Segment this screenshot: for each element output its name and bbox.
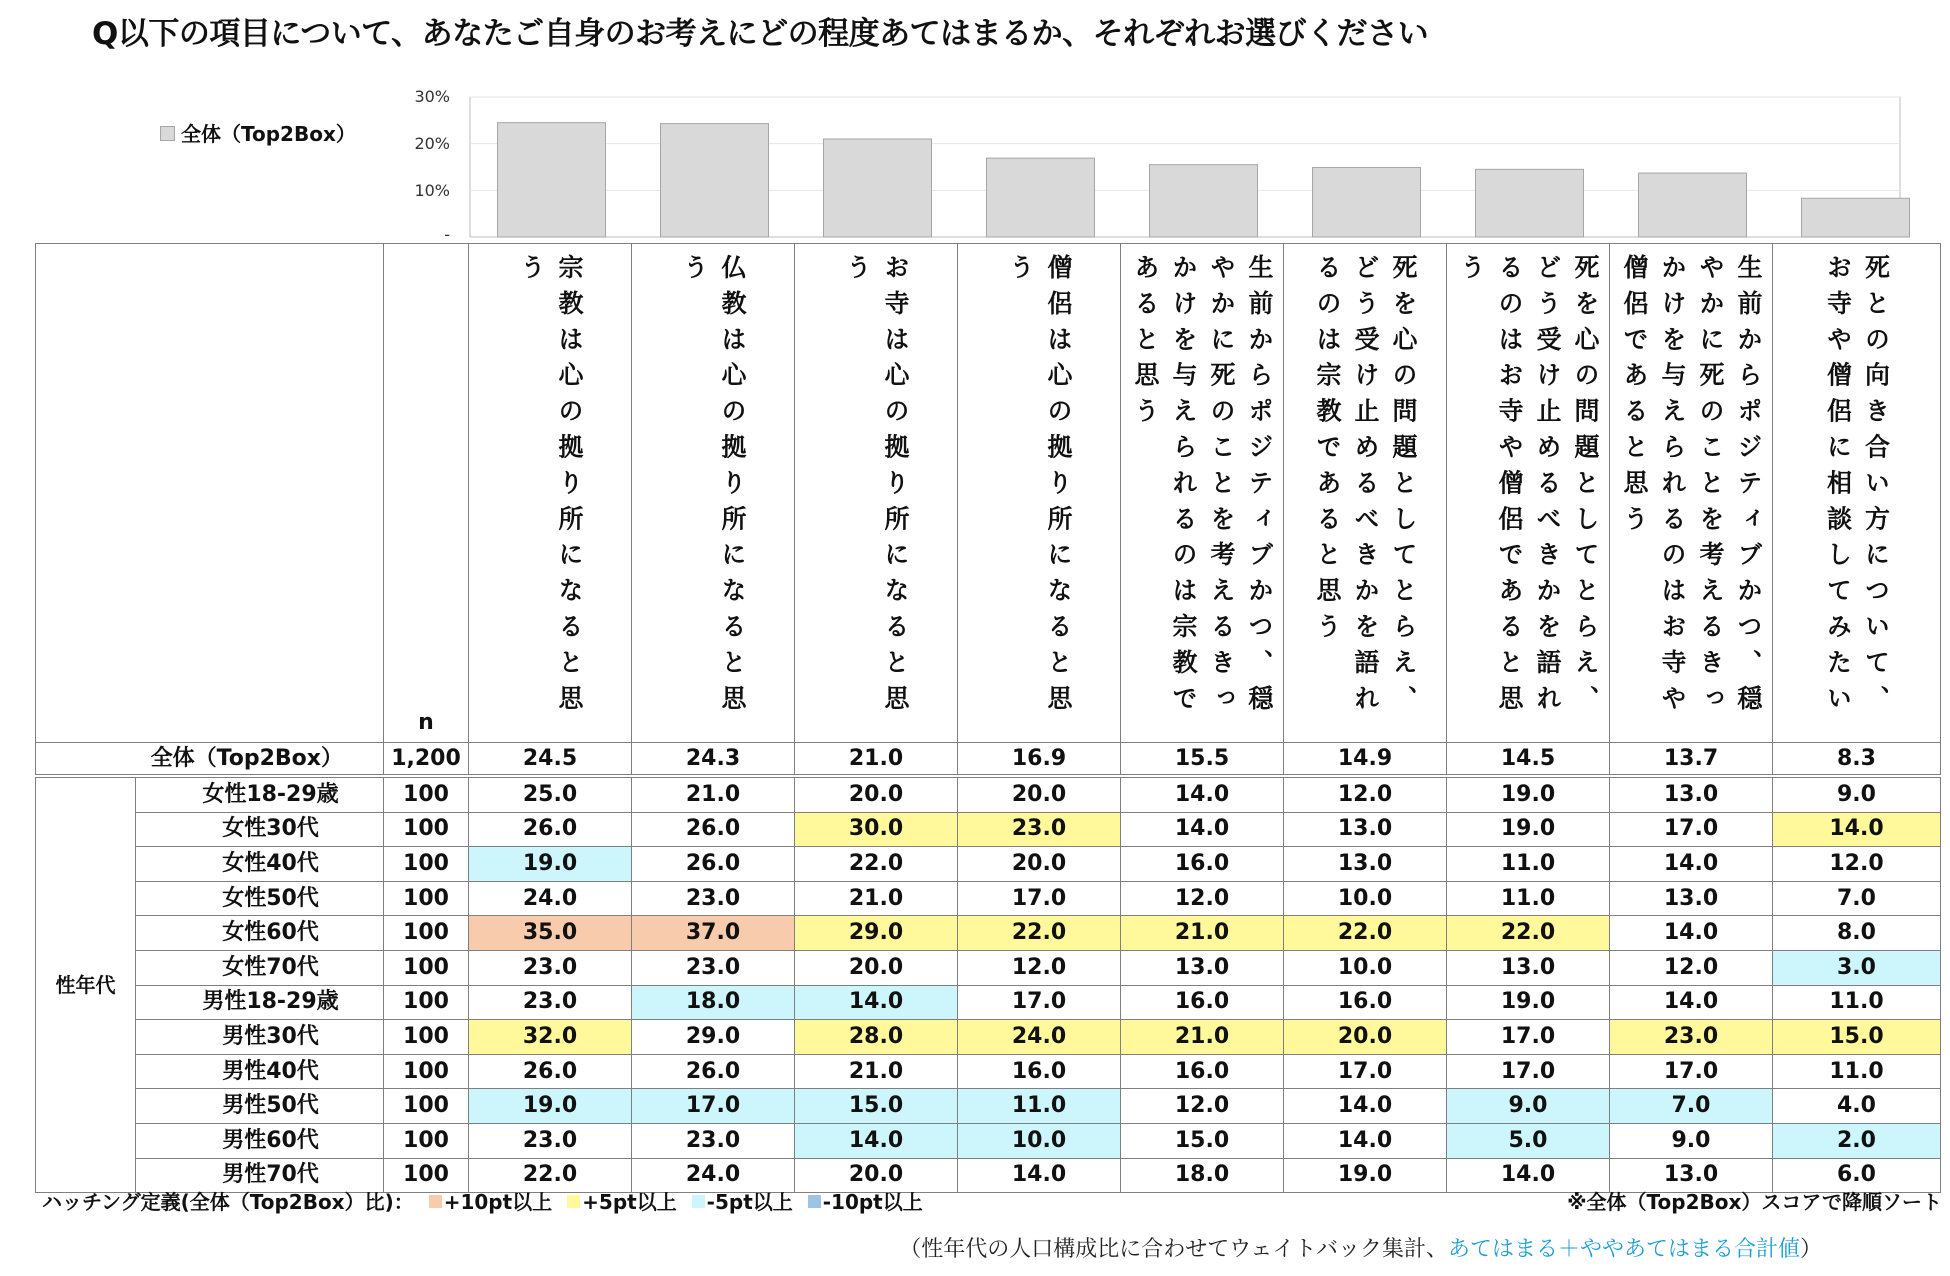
table-cell: 13.0 <box>1610 1158 1773 1193</box>
table-cell: 21.0 <box>795 881 958 916</box>
table-cell: 19.0 <box>1447 812 1610 847</box>
row-label: 男性18-29歳 <box>136 985 384 1020</box>
y-tick-label: 10% <box>414 181 450 200</box>
y-tick-label: - <box>444 225 450 244</box>
table-cell: 16.0 <box>1121 985 1284 1020</box>
row-label: 男性60代 <box>136 1123 384 1158</box>
table-cell: 14.0 <box>1284 1089 1447 1124</box>
row-label: 女性50代 <box>136 881 384 916</box>
column-header-text: 僧侶は心の拠り所になると思う <box>1006 254 1073 721</box>
swatch-plus10 <box>429 1195 442 1208</box>
results-table <box>35 243 1941 1193</box>
table-cell: 26.0 <box>632 1054 795 1089</box>
swatch-minus10 <box>808 1195 821 1208</box>
table-cell: 11.0 <box>1773 1054 1941 1089</box>
table-cell: 14.0 <box>1121 812 1284 847</box>
table-cell: 7.0 <box>1773 881 1941 916</box>
table-cell: 5.0 <box>1447 1123 1610 1158</box>
table-cell: 19.0 <box>469 1089 632 1124</box>
bar <box>1150 165 1258 237</box>
table-cell: 35.0 <box>469 916 632 951</box>
table-cell: 23.0 <box>469 1123 632 1158</box>
table-cell: 19.0 <box>1284 1158 1447 1193</box>
table-cell: 15.0 <box>1773 1020 1941 1055</box>
table-cell: 18.0 <box>632 985 795 1020</box>
table-cell: 17.0 <box>958 985 1121 1020</box>
row-n: 100 <box>384 1158 469 1193</box>
table-cell: 12.0 <box>1773 847 1941 882</box>
bar <box>498 123 606 237</box>
table-cell: 8.0 <box>1773 916 1941 951</box>
table-cell: 29.0 <box>795 916 958 951</box>
table-cell: 15.0 <box>1121 1123 1284 1158</box>
bar <box>1639 173 1747 237</box>
column-header-text: 生前からポジティブかつ、穏やかに死のことを考えるきっかけを与えられるのはお寺や僧侶であると思う <box>1620 254 1763 721</box>
note-suffix: ） <box>1799 1237 1822 1262</box>
bar <box>1313 167 1421 237</box>
table-cell: 23.0 <box>632 950 795 985</box>
bar <box>661 124 769 237</box>
table-row <box>36 1123 1941 1158</box>
table-row <box>36 776 1941 812</box>
table-cell: 23.0 <box>1610 1020 1773 1055</box>
note-highlight: あてはまる＋ややあてはまる合計値 <box>1447 1237 1800 1262</box>
bar <box>987 158 1095 237</box>
table-cell: 2.0 <box>1773 1123 1941 1158</box>
table-cell: 24.0 <box>632 1158 795 1193</box>
column-header <box>1121 244 1284 743</box>
table-row <box>36 1089 1941 1124</box>
table-cell: 17.0 <box>1284 1054 1447 1089</box>
row-n: 100 <box>384 1054 469 1089</box>
table-cell: 37.0 <box>632 916 795 951</box>
table-cell: 13.0 <box>1284 812 1447 847</box>
table-cell: 23.0 <box>632 881 795 916</box>
bar <box>824 139 932 237</box>
column-header <box>1610 244 1773 743</box>
chart-legend <box>160 118 356 147</box>
table-cell: 12.0 <box>1121 881 1284 916</box>
total-cell: 16.9 <box>958 743 1121 777</box>
table-row <box>36 985 1941 1020</box>
table-cell: 21.0 <box>632 776 795 812</box>
row-n: 100 <box>384 1089 469 1124</box>
table-cell: 23.0 <box>469 985 632 1020</box>
table-cell: 14.0 <box>958 1158 1121 1193</box>
table-cell: 11.0 <box>958 1089 1121 1124</box>
weighting-note <box>899 1232 1822 1263</box>
table-cell: 30.0 <box>795 812 958 847</box>
table-cell: 20.0 <box>958 847 1121 882</box>
table-cell: 26.0 <box>469 1054 632 1089</box>
row-label: 女性70代 <box>136 950 384 985</box>
table-cell: 23.0 <box>469 950 632 985</box>
sort-note: ※全体（Top2Box）スコアで降順ソート <box>1567 1190 1942 1214</box>
table-cell: 20.0 <box>1284 1020 1447 1055</box>
table-cell: 21.0 <box>795 1054 958 1089</box>
n-header: n <box>384 244 469 743</box>
swatch-minus5 <box>692 1195 705 1208</box>
hatching-legend <box>42 1186 923 1215</box>
row-label: 女性40代 <box>136 847 384 882</box>
table-cell: 16.0 <box>1284 985 1447 1020</box>
row-n: 100 <box>384 1123 469 1158</box>
table-row <box>36 1054 1941 1089</box>
header-blank-cell <box>36 244 384 743</box>
table-cell: 13.0 <box>1610 776 1773 812</box>
table-cell: 23.0 <box>958 812 1121 847</box>
table-cell: 21.0 <box>1121 1020 1284 1055</box>
column-header <box>632 244 795 743</box>
page-title: Q以下の項目について、あなたご自身のお考えにどの程度あてはまるか、それぞれお選びください <box>92 16 1429 52</box>
table-cell: 12.0 <box>1284 776 1447 812</box>
table-row <box>36 881 1941 916</box>
table-cell: 16.0 <box>1121 1054 1284 1089</box>
total-row-label: 全体（Top2Box） <box>36 743 384 777</box>
total-cell: 24.5 <box>469 743 632 777</box>
table-cell: 10.0 <box>958 1123 1121 1158</box>
note-prefix: （性年代の人口構成比に合わせてウェイトバック集計、 <box>899 1237 1448 1262</box>
table-cell: 17.0 <box>632 1089 795 1124</box>
key-label: -10pt以上 <box>822 1190 923 1214</box>
table-row <box>36 1020 1941 1055</box>
table-cell: 17.0 <box>1447 1020 1610 1055</box>
table-cell: 14.0 <box>1284 1123 1447 1158</box>
total-cell: 24.3 <box>632 743 795 777</box>
group-label: 性年代 <box>36 776 136 1193</box>
table-cell: 17.0 <box>1610 812 1773 847</box>
table-cell: 19.0 <box>1447 985 1610 1020</box>
table-cell: 24.0 <box>469 881 632 916</box>
table-cell: 12.0 <box>1610 950 1773 985</box>
table-header-row <box>36 244 1941 743</box>
table-cell: 16.0 <box>958 1054 1121 1089</box>
table-cell: 15.0 <box>795 1089 958 1124</box>
row-n: 100 <box>384 812 469 847</box>
table-cell: 13.0 <box>1284 847 1447 882</box>
bar <box>1802 198 1910 237</box>
hatching-label: ハッチング定義(全体（Top2Box）比)： <box>42 1190 414 1214</box>
column-header <box>1447 244 1610 743</box>
total-cell: 15.5 <box>1121 743 1284 777</box>
table-cell: 22.0 <box>1447 916 1610 951</box>
row-n: 100 <box>384 985 469 1020</box>
table-cell: 9.0 <box>1610 1123 1773 1158</box>
column-header <box>1284 244 1447 743</box>
column-header-text: 仏教は心の拠り所になると思う <box>680 254 747 721</box>
table-cell: 26.0 <box>632 847 795 882</box>
total-cell: 21.0 <box>795 743 958 777</box>
table-cell: 17.0 <box>1610 1054 1773 1089</box>
key-label: -5pt以上 <box>706 1190 793 1214</box>
table-cell: 16.0 <box>1121 847 1284 882</box>
table-cell: 21.0 <box>1121 916 1284 951</box>
column-header-text: 死を心の問題としてとらえ、どう受け止めるべきかを語れるのは宗教であると思う <box>1313 254 1418 721</box>
table-cell: 20.0 <box>795 950 958 985</box>
table-cell: 28.0 <box>795 1020 958 1055</box>
table-row <box>36 847 1941 882</box>
table-cell: 20.0 <box>795 776 958 812</box>
row-label: 女性18-29歳 <box>136 776 384 812</box>
column-header-text: 死を心の問題としてとらえ、どう受け止めるべきかを語れるのはお寺や僧侶であると思う <box>1457 254 1600 721</box>
table-cell: 7.0 <box>1610 1089 1773 1124</box>
table-cell: 12.0 <box>1121 1089 1284 1124</box>
column-header-text: お寺は心の拠り所になると思う <box>843 254 910 721</box>
table-cell: 26.0 <box>632 812 795 847</box>
table-cell: 18.0 <box>1121 1158 1284 1193</box>
table-cell: 14.0 <box>1610 916 1773 951</box>
table-cell: 13.0 <box>1121 950 1284 985</box>
total-row-n: 1,200 <box>384 743 469 777</box>
column-header-text: 生前からポジティブかつ、穏やかに死のことを考えるきっかけを与えられるのは宗教であると思う <box>1131 254 1274 721</box>
column-header-text: 宗教は心の拠り所になると思う <box>517 254 584 721</box>
table-row <box>36 812 1941 847</box>
table-cell: 3.0 <box>1773 950 1941 985</box>
table-row <box>36 950 1941 985</box>
table-cell: 25.0 <box>469 776 632 812</box>
table-cell: 13.0 <box>1447 950 1610 985</box>
row-label: 男性30代 <box>136 1020 384 1055</box>
row-n: 100 <box>384 1020 469 1055</box>
column-header <box>958 244 1121 743</box>
row-n: 100 <box>384 776 469 812</box>
row-n: 100 <box>384 916 469 951</box>
total-cell: 14.5 <box>1447 743 1610 777</box>
key-label: +5pt以上 <box>582 1190 677 1214</box>
table-cell: 14.0 <box>1610 985 1773 1020</box>
table-cell: 14.0 <box>795 985 958 1020</box>
total-cell: 14.9 <box>1284 743 1447 777</box>
y-tick-label: 20% <box>414 134 450 153</box>
column-header <box>795 244 958 743</box>
table-cell: 13.0 <box>1610 881 1773 916</box>
legend-swatch <box>160 126 175 141</box>
column-header-text: 死との向き合い方について、お寺や僧侶に相談してみたい <box>1823 254 1891 721</box>
table-cell: 24.0 <box>958 1020 1121 1055</box>
key-label: +10pt以上 <box>443 1190 553 1214</box>
row-n: 100 <box>384 950 469 985</box>
table-cell: 14.0 <box>1121 776 1284 812</box>
row-label: 男性70代 <box>136 1158 384 1193</box>
swatch-plus5 <box>567 1195 580 1208</box>
table-cell: 23.0 <box>632 1123 795 1158</box>
table-row <box>36 916 1941 951</box>
row-label: 女性60代 <box>136 916 384 951</box>
table-cell: 6.0 <box>1773 1158 1941 1193</box>
table-cell: 22.0 <box>958 916 1121 951</box>
total-row <box>36 743 1941 777</box>
row-label: 男性50代 <box>136 1089 384 1124</box>
table-cell: 19.0 <box>1447 776 1610 812</box>
table-cell: 10.0 <box>1284 950 1447 985</box>
table-cell: 32.0 <box>469 1020 632 1055</box>
table-cell: 14.0 <box>1610 847 1773 882</box>
table-cell: 9.0 <box>1447 1089 1610 1124</box>
table-cell: 14.0 <box>1773 812 1941 847</box>
table-cell: 22.0 <box>1284 916 1447 951</box>
table-cell: 10.0 <box>1284 881 1447 916</box>
total-cell: 13.7 <box>1610 743 1773 777</box>
table-cell: 11.0 <box>1447 881 1610 916</box>
row-n: 100 <box>384 847 469 882</box>
table-cell: 20.0 <box>795 1158 958 1193</box>
table-cell: 4.0 <box>1773 1089 1941 1124</box>
table-cell: 11.0 <box>1447 847 1610 882</box>
row-label: 男性40代 <box>136 1054 384 1089</box>
table-cell: 26.0 <box>469 812 632 847</box>
table-cell: 11.0 <box>1773 985 1941 1020</box>
column-header <box>469 244 632 743</box>
table-cell: 20.0 <box>958 776 1121 812</box>
y-tick-label: 30% <box>414 87 450 106</box>
row-n: 100 <box>384 881 469 916</box>
total-cell: 8.3 <box>1773 743 1941 777</box>
row-label: 女性30代 <box>136 812 384 847</box>
table-cell: 9.0 <box>1773 776 1941 812</box>
table-cell: 22.0 <box>469 1158 632 1193</box>
table-cell: 14.0 <box>1447 1158 1610 1193</box>
bar <box>1476 169 1584 237</box>
table-cell: 14.0 <box>795 1123 958 1158</box>
table-cell: 29.0 <box>632 1020 795 1055</box>
table-cell: 22.0 <box>795 847 958 882</box>
table-cell: 17.0 <box>1447 1054 1610 1089</box>
legend-label: 全体（Top2Box） <box>181 122 356 146</box>
column-header <box>1773 244 1941 743</box>
table-cell: 17.0 <box>958 881 1121 916</box>
table-cell: 19.0 <box>469 847 632 882</box>
table-cell: 12.0 <box>958 950 1121 985</box>
